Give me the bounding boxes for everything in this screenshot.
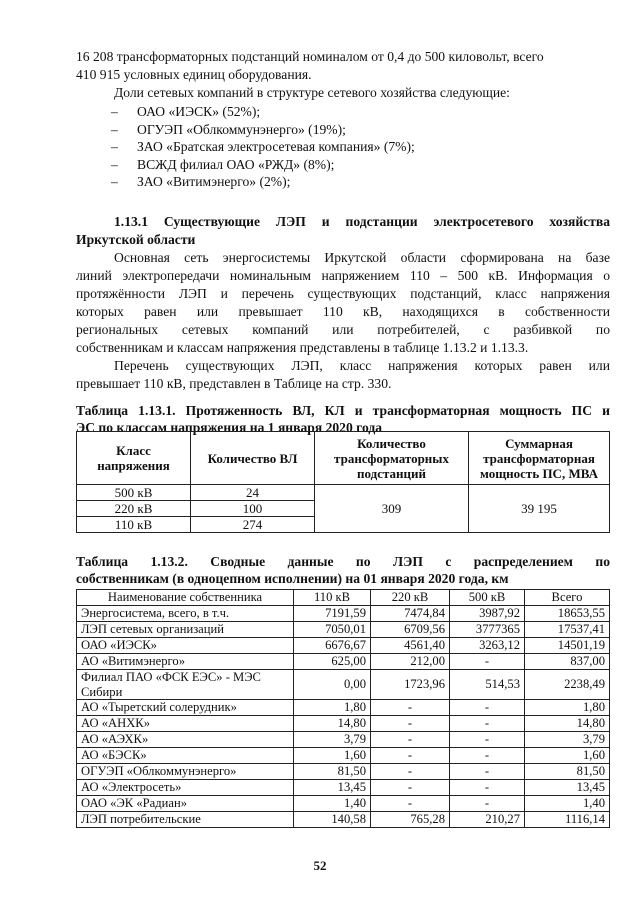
table-cell: - [371, 716, 450, 732]
company-shares-list [111, 103, 415, 191]
voltage-class-table [76, 431, 610, 533]
table-cell: 3987,92 [450, 606, 525, 622]
owner-name-cell: ОГУЭП «Облкоммунэнерго» [77, 764, 294, 780]
list-item: – ОГУЭП «Облкоммунэнерго» (19%); [111, 121, 346, 137]
table1-caption-line-2: ЭС по классам напряжения на 1 января 2020 года [76, 420, 383, 435]
table-cell: 1,80 [525, 700, 610, 716]
table-cell: - [450, 748, 525, 764]
table-cell: 6709,56 [371, 622, 450, 638]
table-cell: 0,00 [294, 670, 371, 700]
table-cell: 14,80 [525, 716, 610, 732]
owner-name-cell: ОАО «ЭК «Радиан» [77, 796, 294, 812]
table-cell: - [450, 700, 525, 716]
owner-name-cell: ЛЭП потребительские [77, 812, 294, 828]
bullet-dash: – [111, 139, 118, 155]
table-cell: 765,28 [371, 812, 450, 828]
table-header-row [77, 590, 610, 606]
table-cell: 7050,01 [294, 622, 371, 638]
table-cell: 1,40 [525, 796, 610, 812]
table-row [77, 670, 610, 700]
table-row [77, 732, 610, 748]
table-cell: 514,53 [450, 670, 525, 700]
owner-name-cell: АО «АНХК» [77, 716, 294, 732]
table-cell: 3,79 [525, 732, 610, 748]
bullet-dash: – [111, 104, 118, 119]
table-cell: 7474,84 [371, 606, 450, 622]
owner-name-cell: АО «Витимэнерго» [77, 654, 294, 670]
column-header: Всего [525, 590, 610, 606]
paragraph-2-line-1: Перечень существующих ЛЭП, класс напряжения которых равен или [114, 358, 610, 373]
table-cell: - [450, 732, 525, 748]
paragraph-1-line-2: линий электропередачи номинальным напряжением 110 – 500 кВ. Информация о [76, 268, 610, 283]
table-row [77, 716, 610, 732]
owner-name-cell: ОАО «ИЭСК» [77, 638, 294, 654]
table-row [77, 780, 610, 796]
shares-intro: Доли сетевых компаний в структуре сетевого хозяйства следующие: [114, 85, 510, 100]
list-item: – ВСЖД филиал ОАО «РЖД» (8%); [111, 156, 335, 172]
table-row [77, 606, 610, 622]
table-row [77, 485, 610, 501]
paragraph-1-line-6: собственникам и классам напряжения представлены в таблице 1.13.2 и 1.13.3. [76, 340, 529, 355]
table-cell: 110 кВ [77, 517, 191, 533]
table-cell: 1,80 [294, 700, 371, 716]
column-header: 220 кВ [371, 590, 450, 606]
table2-caption-line-1: Таблица 1.13.2. Сводные данные по ЛЭП с распределением по [76, 554, 610, 569]
table-row [77, 638, 610, 654]
bullet-dash: – [111, 174, 118, 190]
column-header: Наименование собственника [77, 590, 294, 606]
table-cell: 1,40 [294, 796, 371, 812]
section-heading-line-1: 1.13.1 Существующие ЛЭП и подстанции электросетевого хозяйства [114, 214, 610, 229]
owner-name-cell: АО «БЭСК» [77, 748, 294, 764]
intro-line-1: 16 208 трансформаторных подстанций номиналом от 0,4 до 500 киловольт, всего [76, 49, 544, 64]
table-cell: 81,50 [294, 764, 371, 780]
table-cell: 500 кВ [77, 485, 191, 501]
table-cell: 17537,41 [525, 622, 610, 638]
column-header: Количество ВЛ [191, 432, 315, 485]
paragraph-1-line-5: региональных сетевых компаний или потребителей, с разбивкой по [76, 322, 610, 337]
table-cell: - [371, 764, 450, 780]
table-cell: 140,58 [294, 812, 371, 828]
table-row [77, 764, 610, 780]
table-row [77, 622, 610, 638]
list-item: – ЗАО «Витимэнерго» (2%); [111, 174, 291, 190]
table-row [77, 654, 610, 670]
intro-line-2: 410 915 условных единиц оборудования. [76, 67, 312, 82]
owner-name-cell: Филиал ПАО «ФСК ЕЭС» - МЭС Сибири [77, 670, 294, 700]
bullet-dash: – [111, 156, 118, 172]
table-cell: 3777365 [450, 622, 525, 638]
table-cell: 18653,55 [525, 606, 610, 622]
paragraph-1-line-3: протяжённости ЛЭП и перечень существующих подстанций, класс напряжения [76, 286, 610, 301]
section-heading-line-2: Иркутской области [76, 232, 196, 247]
table-cell: 4561,40 [371, 638, 450, 654]
table-cell: 13,45 [294, 780, 371, 796]
table-cell: - [371, 700, 450, 716]
list-item: – ОАО «ИЭСК» (52%); [111, 104, 261, 119]
table-cell: 210,27 [450, 812, 525, 828]
table-cell: - [371, 748, 450, 764]
table-header-row [77, 432, 610, 485]
owner-name-cell: АО «Тыретский солерудник» [77, 700, 294, 716]
table-cell: 1723,96 [371, 670, 450, 700]
table-cell: - [450, 780, 525, 796]
table-cell: 3,79 [294, 732, 371, 748]
table-cell: 7191,59 [294, 606, 371, 622]
column-header: Количество трансформаторных подстанций [315, 432, 469, 485]
table-row [77, 748, 610, 764]
list-item: – ЗАО «Братская электросетевая компания» (7%); [111, 139, 415, 155]
table-cell: - [450, 796, 525, 812]
total-capacity-cell: 39 195 [469, 485, 610, 533]
column-header: 500 кВ [450, 590, 525, 606]
owner-name-cell: ЛЭП сетевых организаций [77, 622, 294, 638]
bullet-dash: – [111, 121, 118, 137]
table-cell: - [450, 716, 525, 732]
table-row [77, 812, 610, 828]
table-cell: - [450, 654, 525, 670]
table-cell: 1116,14 [525, 812, 610, 828]
table-cell: - [450, 764, 525, 780]
table-cell: 274 [191, 517, 315, 533]
paragraph-1-line-4: которых равен или превышает 110 кВ, находящихся в собственности [76, 304, 610, 319]
table2-caption-line-2: собственникам (в одноцепном исполнении) на 01 января 2020 года, км [76, 571, 509, 586]
table-cell: 13,45 [525, 780, 610, 796]
table-cell: 6676,67 [294, 638, 371, 654]
table-cell: 14,80 [294, 716, 371, 732]
table-cell: - [371, 796, 450, 812]
table-cell: 24 [191, 485, 315, 501]
column-header: Суммарная трансформаторная мощность ПС, МВА [469, 432, 610, 485]
column-header: 110 кВ [294, 590, 371, 606]
table-cell: 100 [191, 501, 315, 517]
owner-name-cell: АО «АЭХК» [77, 732, 294, 748]
table-row [77, 796, 610, 812]
page-number: 52 [313, 858, 327, 873]
paragraph-2-line-2: превышает 110 кВ, представлен в Таблице на стр. 330. [76, 376, 392, 391]
owners-lines-table [76, 589, 610, 828]
table1-caption-line-1: Таблица 1.13.1. Протяженность ВЛ, КЛ и трансформаторная мощность ПС и [76, 403, 610, 418]
table-cell: 837,00 [525, 654, 610, 670]
column-header: Класс напряжения [77, 432, 191, 485]
table-cell: 14501,19 [525, 638, 610, 654]
table-cell: - [371, 732, 450, 748]
table-cell: 3263,12 [450, 638, 525, 654]
table-cell: 625,00 [294, 654, 371, 670]
table-cell: 212,00 [371, 654, 450, 670]
table-cell: 1,60 [525, 748, 610, 764]
table-cell: - [371, 780, 450, 796]
owner-name-cell: Энергосистема, всего, в т.ч. [77, 606, 294, 622]
table-cell: 81,50 [525, 764, 610, 780]
table-cell: 2238,49 [525, 670, 610, 700]
table-cell: 1,60 [294, 748, 371, 764]
table-row [77, 700, 610, 716]
owner-name-cell: АО «Электросеть» [77, 780, 294, 796]
substation-count-cell: 309 [315, 485, 469, 533]
table-cell: 220 кВ [77, 501, 191, 517]
paragraph-1-line-1: Основная сеть энергосистемы Иркутской области сформирована на базе [114, 250, 610, 265]
